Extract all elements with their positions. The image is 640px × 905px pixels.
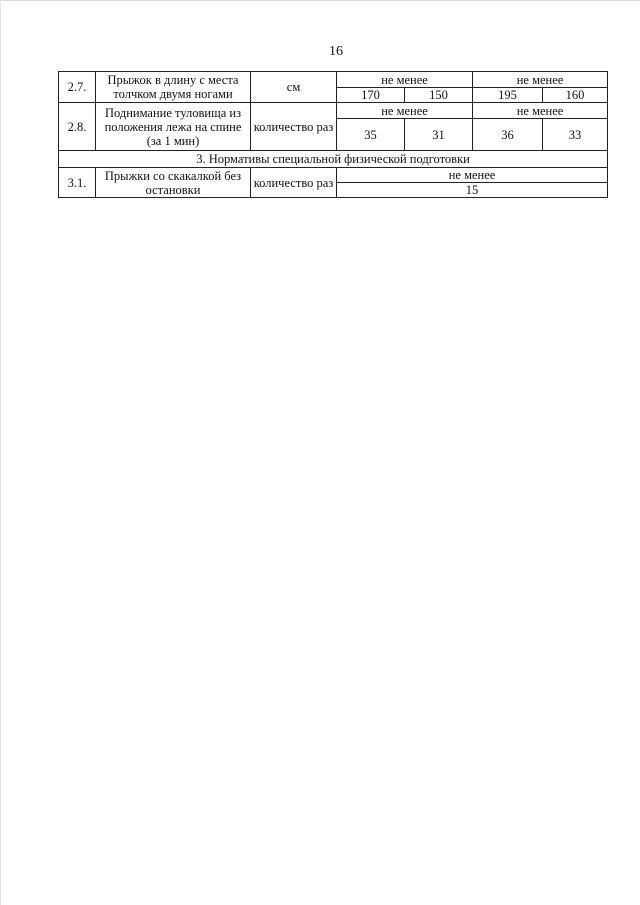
section-title: 3. Нормативы специальной физической подготовки xyxy=(59,151,608,168)
page-edge-top xyxy=(0,0,640,1)
group2-header: не менее xyxy=(473,72,608,88)
table-row xyxy=(59,168,608,183)
value-cell: 195 xyxy=(473,88,543,103)
merged-value: 15 xyxy=(337,183,608,198)
norms-table xyxy=(58,71,608,198)
value-cell: 36 xyxy=(473,119,543,151)
unit-cell: см xyxy=(251,72,337,103)
exercise-name: Прыжок в длину с места толчком двумя ногами xyxy=(96,72,251,103)
section-row xyxy=(59,151,608,168)
value-cell: 31 xyxy=(405,119,473,151)
unit-cell: количество раз xyxy=(251,103,337,151)
unit-cell: количество раз xyxy=(251,168,337,198)
table-row xyxy=(59,72,608,88)
value-cell: 150 xyxy=(405,88,473,103)
value-cell: 170 xyxy=(337,88,405,103)
exercise-name: Прыжки со скакалкой без остановки xyxy=(96,168,251,198)
table-row xyxy=(59,103,608,119)
page-number: 16 xyxy=(329,44,343,59)
row-number: 2.7. xyxy=(59,72,96,103)
row-number: 2.8. xyxy=(59,103,96,151)
merged-header: не менее xyxy=(337,168,608,183)
value-cell: 160 xyxy=(543,88,608,103)
value-cell: 33 xyxy=(543,119,608,151)
value-cell: 35 xyxy=(337,119,405,151)
exercise-name: Поднимание туловища из положения лежа на спине (за 1 мин) xyxy=(96,103,251,151)
group1-header: не менее xyxy=(337,103,473,119)
group1-header: не менее xyxy=(337,72,473,88)
group2-header: не менее xyxy=(473,103,608,119)
row-number: 3.1. xyxy=(59,168,96,198)
page-edge-left xyxy=(0,0,1,905)
